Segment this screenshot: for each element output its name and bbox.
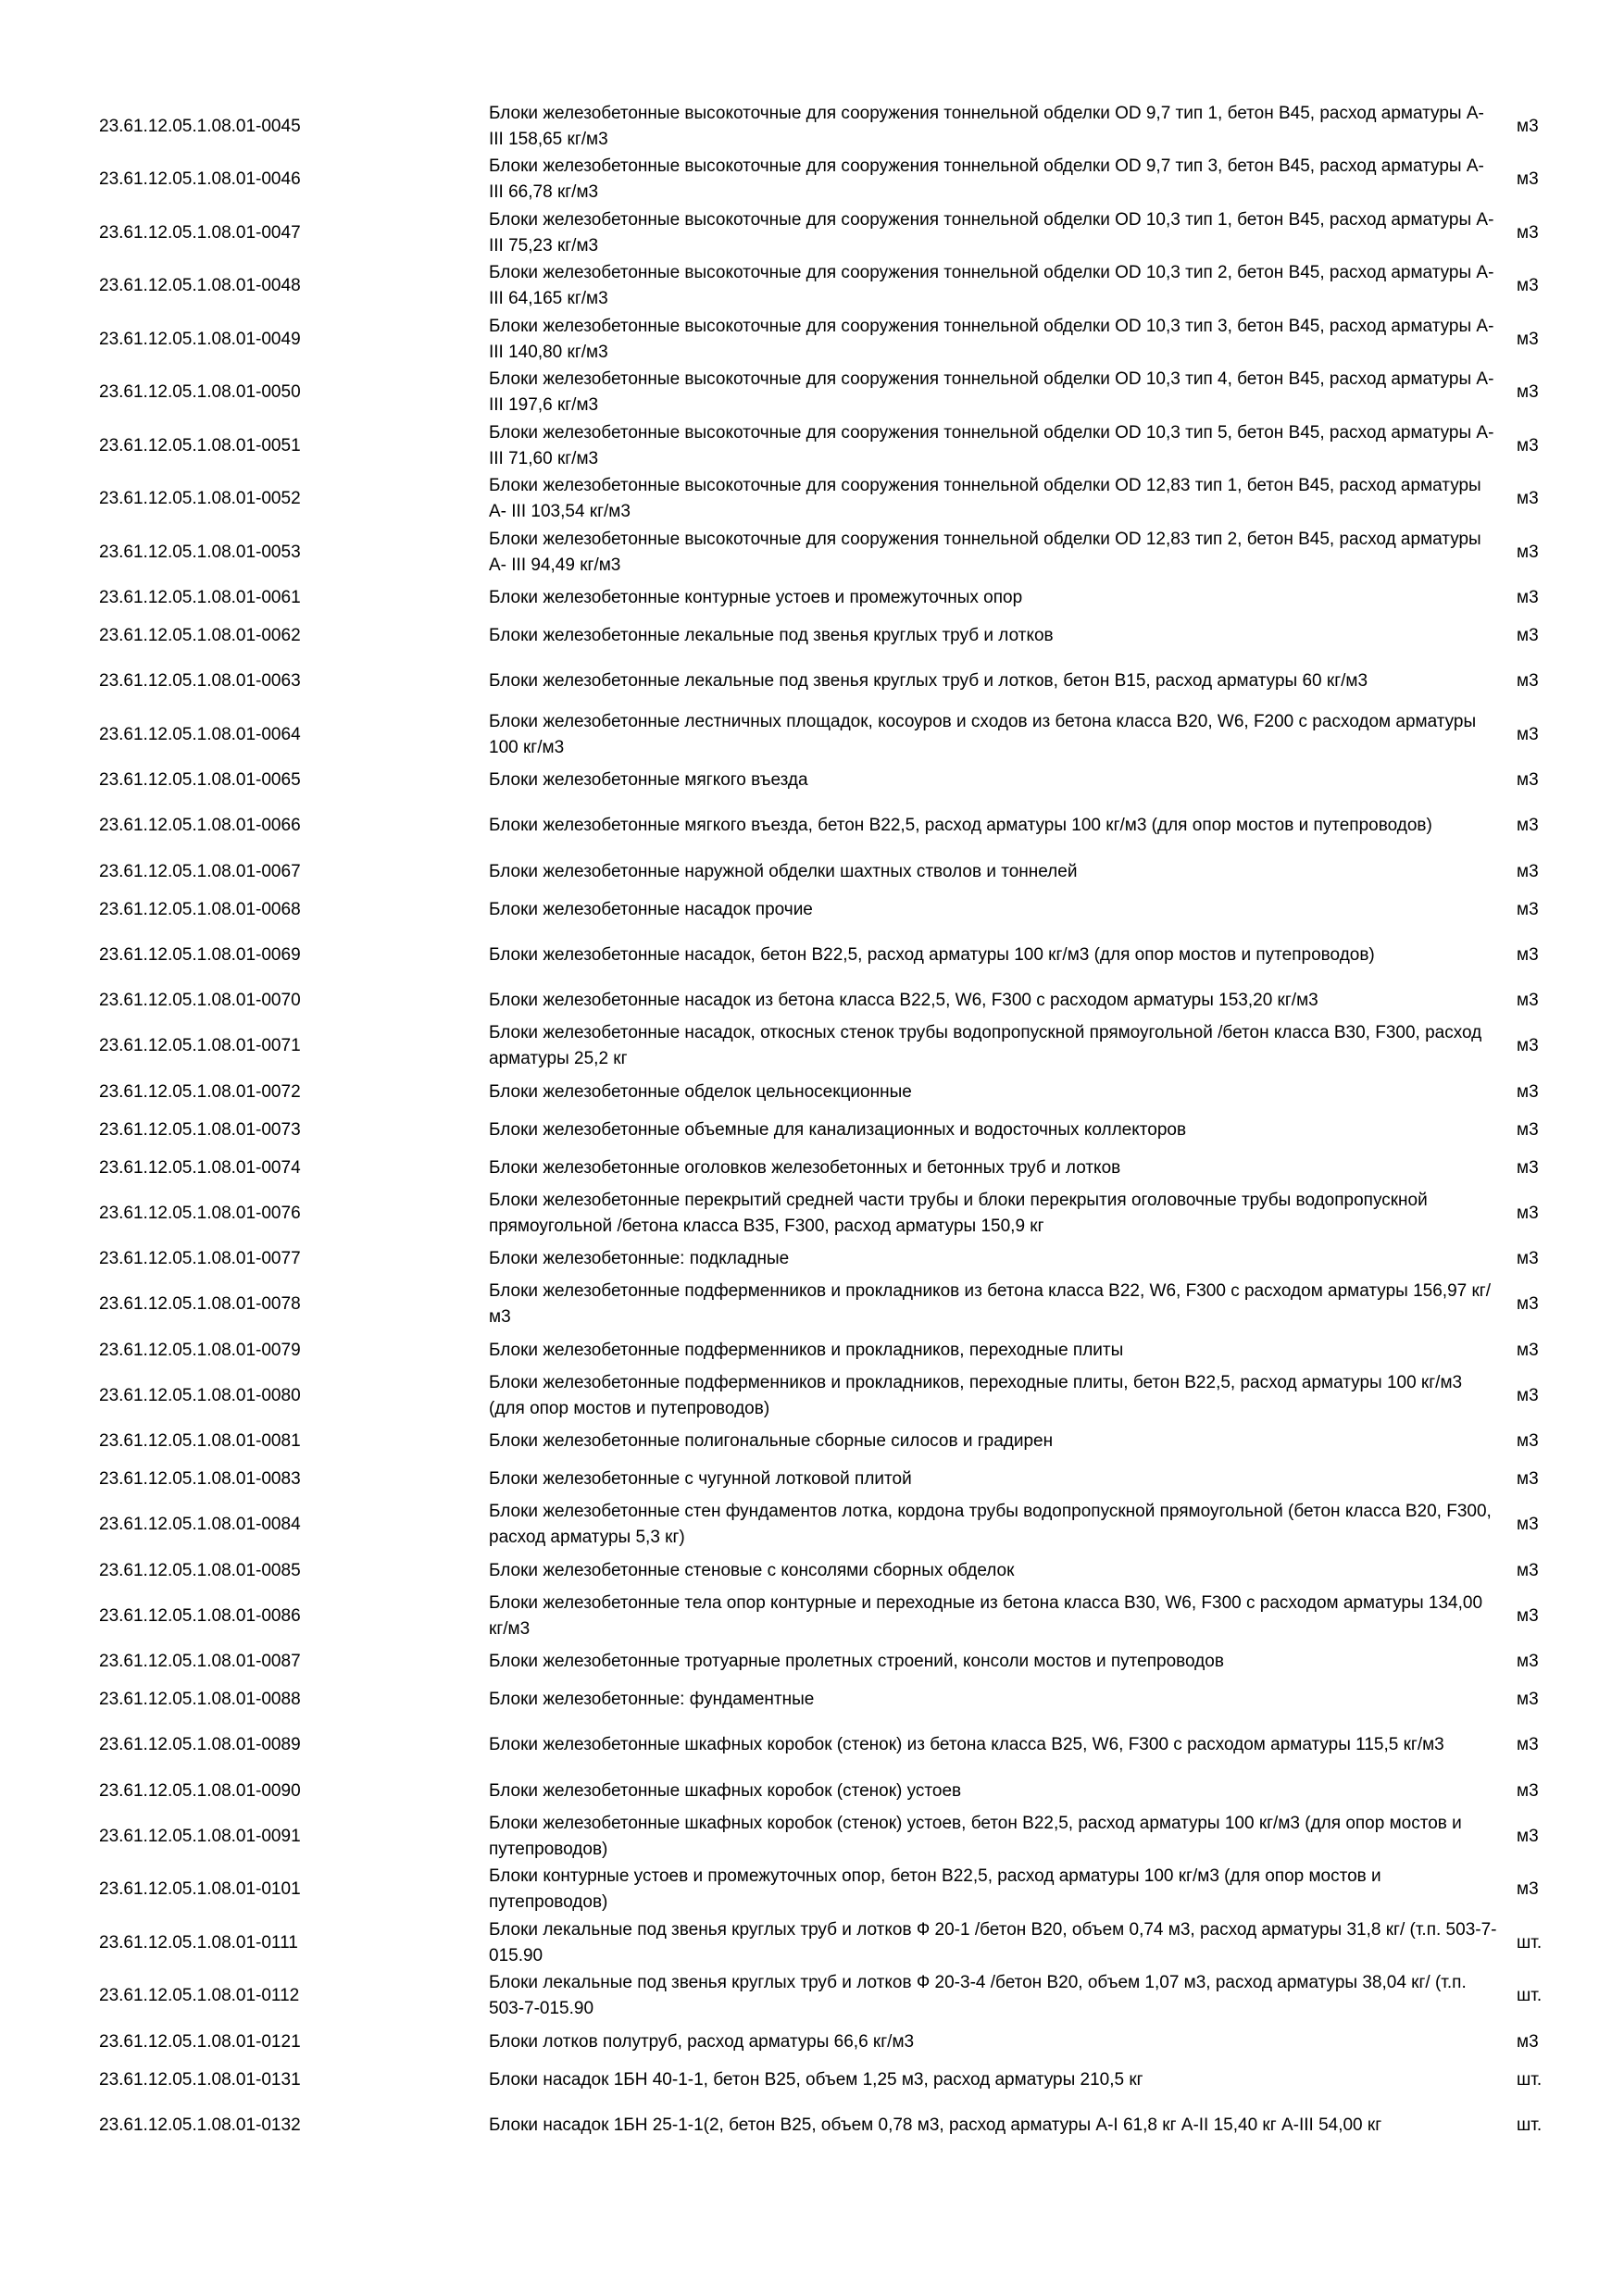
- code-cell: 23.61.12.05.1.08.01-0045: [99, 116, 301, 136]
- description-cell: Блоки железобетонные насадок, откосных стенок трубы водопропускной прямоугольной /бетон класса В30, F300, расход арматуры 25,2 кг: [489, 1023, 1482, 1069]
- code-cell: 23.61.12.05.1.08.01-0078: [99, 1294, 301, 1315]
- code-cell: 23.61.12.05.1.08.01-0051: [99, 435, 301, 455]
- unit-cell: м3: [1517, 382, 1539, 403]
- code-cell: 23.61.12.05.1.08.01-0112: [99, 1986, 300, 2006]
- code-cell: 23.61.12.05.1.08.01-0111: [99, 1932, 298, 1953]
- code-cell: 23.61.12.05.1.08.01-0101: [99, 1879, 301, 1900]
- description-cell: Блоки железобетонные высокоточные для сооружения тоннельной обделки OD 10,3 тип 3, бетон B45, расход арматуры А- III 140,80 кг/м3: [489, 316, 1494, 362]
- table-row: [0, 154, 1624, 207]
- description-cell: Блоки железобетонные контурные устоев и промежуточных опор: [489, 588, 1023, 607]
- code-cell: 23.61.12.05.1.08.01-0052: [99, 489, 301, 509]
- left-margin: [0, 1970, 99, 2024]
- left-margin: [0, 473, 99, 527]
- unit-cell: м3: [1517, 1690, 1539, 1709]
- left-margin: [0, 1590, 99, 1643]
- description-cell: Блоки железобетонные: подкладные: [489, 1249, 790, 1268]
- left-margin: [0, 1149, 99, 1187]
- unit-cell: м3: [1517, 1780, 1539, 1801]
- unit-cell: м3: [1517, 1431, 1539, 1451]
- table-row: [0, 260, 1624, 314]
- table-row: [0, 1149, 1624, 1187]
- description-cell: Блоки железобетонные насадок, бетон В22,5, расход арматуры 100 кг/м3 (для опор мостов и путепроводов): [489, 944, 1375, 965]
- table-row: [0, 1552, 1624, 1590]
- table-row: [0, 1970, 1624, 2024]
- unit-cell: м3: [1517, 1119, 1539, 1140]
- description-cell: Блоки контурные устоев и промежуточных опор, бетон В22,5, расход арматуры 100 кг/м3 (для опор мостов и путепроводов): [489, 1866, 1381, 1913]
- left-margin: [0, 1552, 99, 1590]
- code-cell: 23.61.12.05.1.08.01-0048: [99, 276, 301, 296]
- table-row: [0, 1772, 1624, 1810]
- unit-cell: м3: [1517, 671, 1539, 692]
- description-cell: Блоки железобетонные с чугунной лотковой плитой: [489, 1469, 912, 1489]
- left-margin: [0, 929, 99, 982]
- table-row: [0, 1369, 1624, 1423]
- unit-cell: шт.: [1517, 2069, 1543, 2090]
- description-cell: Блоки железобетонные высокоточные для сооружения тоннельной обделки OD 9,7 тип 1, бетон B45, расход арматуры А-III 158,65 кг/м3: [489, 103, 1484, 149]
- description-cell: Блоки железобетонные подферменников и прокладников из бетона класса В22, W6, F300 с расходом арматуры 156,97 кг/м3: [489, 1281, 1491, 1328]
- description-cell: Блоки лотков полутруб, расход арматуры 66,6 кг/м3: [489, 2031, 915, 2052]
- unit-cell: м3: [1517, 276, 1539, 296]
- table-row: [0, 1279, 1624, 1332]
- code-cell: 23.61.12.05.1.08.01-0083: [99, 1469, 301, 1489]
- description-cell: Блоки железобетонные перекрытий средней части трубы и блоки перекрытия оголовочные трубы водопропускной прямоугольной /бетона класса В35, F300, расход арматуры 150,9 кг: [489, 1190, 1428, 1236]
- table-row: [0, 526, 1624, 580]
- description-cell: Блоки железобетонные обделок цельносекционные: [489, 1081, 912, 1102]
- left-margin: [0, 853, 99, 891]
- unit-cell: м3: [1517, 2031, 1539, 2052]
- description-cell: Блоки железобетонные тротуарные пролетных строений, консоли мостов и путепроводов: [489, 1652, 1224, 1671]
- table-row: [0, 891, 1624, 929]
- code-cell: 23.61.12.05.1.08.01-0073: [99, 1119, 301, 1140]
- unit-cell: м3: [1517, 116, 1539, 136]
- code-cell: 23.61.12.05.1.08.01-0072: [99, 1081, 301, 1102]
- left-margin: [0, 1423, 99, 1461]
- code-cell: 23.61.12.05.1.08.01-0077: [99, 1249, 301, 1268]
- code-cell: 23.61.12.05.1.08.01-0085: [99, 1560, 301, 1580]
- unit-cell: м3: [1517, 1157, 1539, 1178]
- code-cell: 23.61.12.05.1.08.01-0050: [99, 382, 301, 403]
- description-cell: Блоки железобетонные высокоточные для сооружения тоннельной обделки OD 12,83 тип 2, бетон B45, расход арматуры А- III 94,49 кг/м3: [489, 529, 1481, 575]
- table-row: [0, 473, 1624, 527]
- table-row: [0, 762, 1624, 800]
- code-cell: 23.61.12.05.1.08.01-0131: [99, 2069, 301, 2090]
- unit-cell: м3: [1517, 1515, 1539, 1535]
- table-row: [0, 1810, 1624, 1864]
- left-margin: [0, 313, 99, 367]
- left-margin: [0, 1772, 99, 1810]
- table-row: [0, 2061, 1624, 2099]
- description-cell: Блоки железобетонные лекальные под звенья круглых труб и лотков, бетон В15, расход арматуры 60 кг/м3: [489, 671, 1368, 692]
- unit-cell: м3: [1517, 1879, 1539, 1900]
- unit-cell: м3: [1517, 991, 1539, 1010]
- description-cell: Блоки железобетонные высокоточные для сооружения тоннельной обделки OD 10,3 тип 1, бетон B45, расход арматуры А- III 75,23 кг/м3: [489, 209, 1494, 256]
- code-cell: 23.61.12.05.1.08.01-0070: [99, 991, 301, 1010]
- unit-cell: шт.: [1517, 1986, 1543, 2006]
- unit-cell: м3: [1517, 1249, 1539, 1268]
- code-cell: 23.61.12.05.1.08.01-0053: [99, 542, 301, 562]
- left-margin: [0, 891, 99, 929]
- description-cell: Блоки железобетонные шкафных коробок (стенок) устоев, бетон В22,5, расход арматуры 100 кг/м3 (для опор мостов и путепроводов): [489, 1813, 1462, 1859]
- left-margin: [0, 1279, 99, 1332]
- table-row: [0, 1331, 1624, 1369]
- table-row: [0, 580, 1624, 618]
- table-row: [0, 618, 1624, 655]
- left-margin: [0, 1810, 99, 1864]
- unit-cell: м3: [1517, 1735, 1539, 1755]
- left-margin: [0, 1369, 99, 1423]
- code-cell: 23.61.12.05.1.08.01-0132: [99, 2115, 301, 2135]
- table-row: [0, 1423, 1624, 1461]
- description-cell: Блоки железобетонные мягкого въезда, бетон В22,5, расход арматуры 100 кг/м3 (для опор мостов и путепроводов): [489, 816, 1432, 836]
- left-margin: [0, 1241, 99, 1279]
- unit-cell: м3: [1517, 435, 1539, 455]
- left-margin: [0, 100, 99, 154]
- left-margin: [0, 2023, 99, 2061]
- table-row: [0, 419, 1624, 473]
- description-cell: Блоки железобетонные подферменников и прокладников, переходные плиты: [489, 1340, 1124, 1360]
- unit-cell: шт.: [1517, 2115, 1543, 2135]
- left-margin: [0, 1187, 99, 1241]
- code-cell: 23.61.12.05.1.08.01-0079: [99, 1340, 301, 1360]
- code-cell: 23.61.12.05.1.08.01-0061: [99, 588, 301, 607]
- left-margin: [0, 2099, 99, 2152]
- unit-cell: м3: [1517, 1081, 1539, 1102]
- table-row: [0, 1241, 1624, 1279]
- unit-cell: м3: [1517, 724, 1539, 744]
- description-cell: Блоки железобетонные высокоточные для сооружения тоннельной обделки OD 10,3 тип 4, бетон B45, расход арматуры А- III 197,6 кг/м3: [489, 369, 1494, 416]
- code-cell: 23.61.12.05.1.08.01-0086: [99, 1605, 301, 1626]
- description-cell: Блоки железобетонные высокоточные для сооружения тоннельной обделки OD 9,7 тип 3, бетон B45, расход арматуры А-III 66,78 кг/м3: [489, 156, 1484, 203]
- code-cell: 23.61.12.05.1.08.01-0071: [99, 1036, 301, 1056]
- left-margin: [0, 1020, 99, 1074]
- table-row: [0, 1590, 1624, 1643]
- unit-cell: м3: [1517, 1036, 1539, 1056]
- table-row: [0, 100, 1624, 154]
- code-cell: 23.61.12.05.1.08.01-0047: [99, 222, 301, 243]
- unit-cell: м3: [1517, 1560, 1539, 1580]
- unit-cell: м3: [1517, 489, 1539, 509]
- left-margin: [0, 1461, 99, 1499]
- left-margin: [0, 1073, 99, 1111]
- table-row: [0, 655, 1624, 709]
- table-row: [0, 1111, 1624, 1149]
- left-margin: [0, 154, 99, 207]
- table-row: [0, 1916, 1624, 1970]
- code-cell: 23.61.12.05.1.08.01-0084: [99, 1515, 301, 1535]
- table-row: [0, 1461, 1624, 1499]
- code-cell: 23.61.12.05.1.08.01-0066: [99, 816, 301, 836]
- table-row: [0, 1499, 1624, 1553]
- unit-cell: м3: [1517, 169, 1539, 190]
- left-margin: [0, 2061, 99, 2099]
- code-cell: 23.61.12.05.1.08.01-0074: [99, 1157, 301, 1178]
- unit-cell: м3: [1517, 1826, 1539, 1846]
- description-cell: Блоки железобетонные мягкого въезда: [489, 770, 808, 790]
- unit-cell: м3: [1517, 1385, 1539, 1405]
- description-cell: Блоки железобетонные: фундаментные: [489, 1690, 815, 1709]
- description-cell: Блоки железобетонные стеновые с консолями сборных обделок: [489, 1560, 1015, 1580]
- left-margin: [0, 580, 99, 618]
- resource-table: [0, 100, 1624, 2152]
- code-cell: 23.61.12.05.1.08.01-0080: [99, 1385, 301, 1405]
- table-row: [0, 708, 1624, 762]
- code-cell: 23.61.12.05.1.08.01-0065: [99, 770, 301, 790]
- table-row: [0, 367, 1624, 420]
- description-cell: Блоки насадок 1БН 25-1-1(2, бетон В25, объем 0,78 м3, расход арматуры А-I 61,8 кг А-II 15,40 кг А-III 54,00 кг: [489, 2115, 1382, 2135]
- description-cell: Блоки насадок 1БН 40-1-1, бетон В25, объем 1,25 м3, расход арматуры 210,5 кг: [489, 2069, 1143, 2090]
- left-margin: [0, 800, 99, 854]
- left-margin: [0, 1864, 99, 1917]
- table-row: [0, 2099, 1624, 2152]
- left-margin: [0, 1331, 99, 1369]
- unit-cell: м3: [1517, 329, 1539, 349]
- left-margin: [0, 419, 99, 473]
- unit-cell: м3: [1517, 542, 1539, 562]
- table-row: [0, 1187, 1624, 1241]
- table-row: [0, 313, 1624, 367]
- unit-cell: м3: [1517, 1652, 1539, 1671]
- unit-cell: м3: [1517, 1469, 1539, 1489]
- left-margin: [0, 526, 99, 580]
- code-cell: 23.61.12.05.1.08.01-0081: [99, 1431, 301, 1451]
- unit-cell: шт.: [1517, 1932, 1543, 1953]
- unit-cell: м3: [1517, 816, 1539, 836]
- description-cell: Блоки железобетонные шкафных коробок (стенок) из бетона класса В25, W6, F300 с расходом арматуры 115,5 кг/м3: [489, 1735, 1444, 1755]
- unit-cell: м3: [1517, 1294, 1539, 1315]
- unit-cell: м3: [1517, 1340, 1539, 1360]
- left-margin: [0, 1643, 99, 1681]
- description-cell: Блоки железобетонные оголовков железобетонных и бетонных труб и лотков: [489, 1157, 1121, 1178]
- code-cell: 23.61.12.05.1.08.01-0076: [99, 1203, 301, 1223]
- unit-cell: м3: [1517, 222, 1539, 243]
- unit-cell: м3: [1517, 1605, 1539, 1626]
- left-margin: [0, 260, 99, 314]
- code-cell: 23.61.12.05.1.08.01-0068: [99, 899, 301, 919]
- left-margin: [0, 1916, 99, 1970]
- description-cell: Блоки железобетонные подферменников и прокладников, переходные плиты, бетон В22,5, расход арматуры 100 кг/м3 (для опор мостов и путепроводов): [489, 1372, 1463, 1418]
- table-row: [0, 1643, 1624, 1681]
- code-cell: 23.61.12.05.1.08.01-0087: [99, 1652, 301, 1671]
- description-cell: Блоки железобетонные лекальные под звенья круглых труб и лотков: [489, 626, 1054, 645]
- table-row: [0, 800, 1624, 854]
- left-margin: [0, 367, 99, 420]
- left-margin: [0, 1719, 99, 1773]
- description-cell: Блоки железобетонные шкафных коробок (стенок) устоев: [489, 1780, 962, 1801]
- left-margin: [0, 655, 99, 709]
- unit-cell: м3: [1517, 861, 1539, 881]
- table-row: [0, 1073, 1624, 1111]
- table-row: [0, 206, 1624, 260]
- table-body: [0, 100, 1624, 2152]
- table-row: [0, 982, 1624, 1020]
- description-cell: Блоки железобетонные наружной обделки шахтных стволов и тоннелей: [489, 861, 1078, 881]
- unit-cell: м3: [1517, 899, 1539, 919]
- table-row: [0, 1719, 1624, 1773]
- code-cell: 23.61.12.05.1.08.01-0049: [99, 329, 301, 349]
- code-cell: 23.61.12.05.1.08.01-0062: [99, 626, 301, 645]
- description-cell: Блоки железобетонные тела опор контурные и переходные из бетона класса В30, W6, F300 с расходом арматуры 134,00 кг/м3: [489, 1592, 1483, 1639]
- table-row: [0, 853, 1624, 891]
- left-margin: [0, 1111, 99, 1149]
- code-cell: 23.61.12.05.1.08.01-0121: [99, 2031, 301, 2052]
- description-cell: Блоки железобетонные высокоточные для сооружения тоннельной обделки OD 10,3 тип 2, бетон B45, расход арматуры А- III 64,165 кг/м3: [489, 263, 1494, 309]
- table-row: [0, 2023, 1624, 2061]
- table-row: [0, 1864, 1624, 1917]
- unit-cell: м3: [1517, 770, 1539, 790]
- description-cell: Блоки железобетонные полигональные сборные силосов и градирен: [489, 1431, 1054, 1451]
- code-cell: 23.61.12.05.1.08.01-0069: [99, 944, 301, 965]
- left-margin: [0, 206, 99, 260]
- code-cell: 23.61.12.05.1.08.01-0091: [99, 1826, 301, 1846]
- code-cell: 23.61.12.05.1.08.01-0063: [99, 671, 301, 692]
- description-cell: Блоки лекальные под звенья круглых труб и лотков Ф 20-3-4 /бетон В20, объем 1,07 м3, расход арматуры 38,04 кг/ (т.п. 503-7-015.90: [489, 1973, 1467, 2019]
- description-cell: Блоки железобетонные насадок из бетона класса В22,5, W6, F300 с расходом арматуры 153,20 кг/м3: [489, 991, 1318, 1010]
- description-cell: Блоки железобетонные насадок прочие: [489, 899, 813, 919]
- left-margin: [0, 708, 99, 762]
- description-cell: Блоки железобетонные высокоточные для сооружения тоннельной обделки OD 12,83 тип 1, бетон B45, расход арматуры А- III 103,54 кг/м3: [489, 476, 1481, 522]
- table-row: [0, 1681, 1624, 1719]
- description-cell: Блоки железобетонные объемные для канализационных и водосточных коллекторов: [489, 1119, 1187, 1140]
- left-margin: [0, 1681, 99, 1719]
- code-cell: 23.61.12.05.1.08.01-0067: [99, 861, 301, 881]
- left-margin: [0, 618, 99, 655]
- description-cell: Блоки лекальные под звенья круглых труб и лотков Ф 20-1 /бетон В20, объем 0,74 м3, расход арматуры 31,8 кг/ (т.п. 503-7-015.90: [489, 1919, 1497, 1965]
- unit-cell: м3: [1517, 1203, 1539, 1223]
- unit-cell: м3: [1517, 626, 1539, 645]
- unit-cell: м3: [1517, 588, 1539, 607]
- table-row: [0, 1020, 1624, 1074]
- code-cell: 23.61.12.05.1.08.01-0090: [99, 1780, 301, 1801]
- description-cell: Блоки железобетонные стен фундаментов лотка, кордона трубы водопропускной прямоугольной (бетон класса В20, F300, расход арматуры 5,3 кг): [489, 1502, 1492, 1548]
- description-cell: Блоки железобетонные лестничных площадок, косоуров и сходов из бетона класса В20, W6, F200 с расходом арматуры 100 кг/м3: [489, 711, 1477, 757]
- code-cell: 23.61.12.05.1.08.01-0064: [99, 724, 301, 744]
- left-margin: [0, 762, 99, 800]
- code-cell: 23.61.12.05.1.08.01-0088: [99, 1690, 301, 1709]
- unit-cell: м3: [1517, 944, 1539, 965]
- left-margin: [0, 1499, 99, 1553]
- code-cell: 23.61.12.05.1.08.01-0089: [99, 1735, 301, 1755]
- code-cell: 23.61.12.05.1.08.01-0046: [99, 169, 301, 190]
- table-row: [0, 929, 1624, 982]
- left-margin: [0, 982, 99, 1020]
- description-cell: Блоки железобетонные высокоточные для сооружения тоннельной обделки OD 10,3 тип 5, бетон B45, расход арматуры А- III 71,60 кг/м3: [489, 422, 1494, 468]
